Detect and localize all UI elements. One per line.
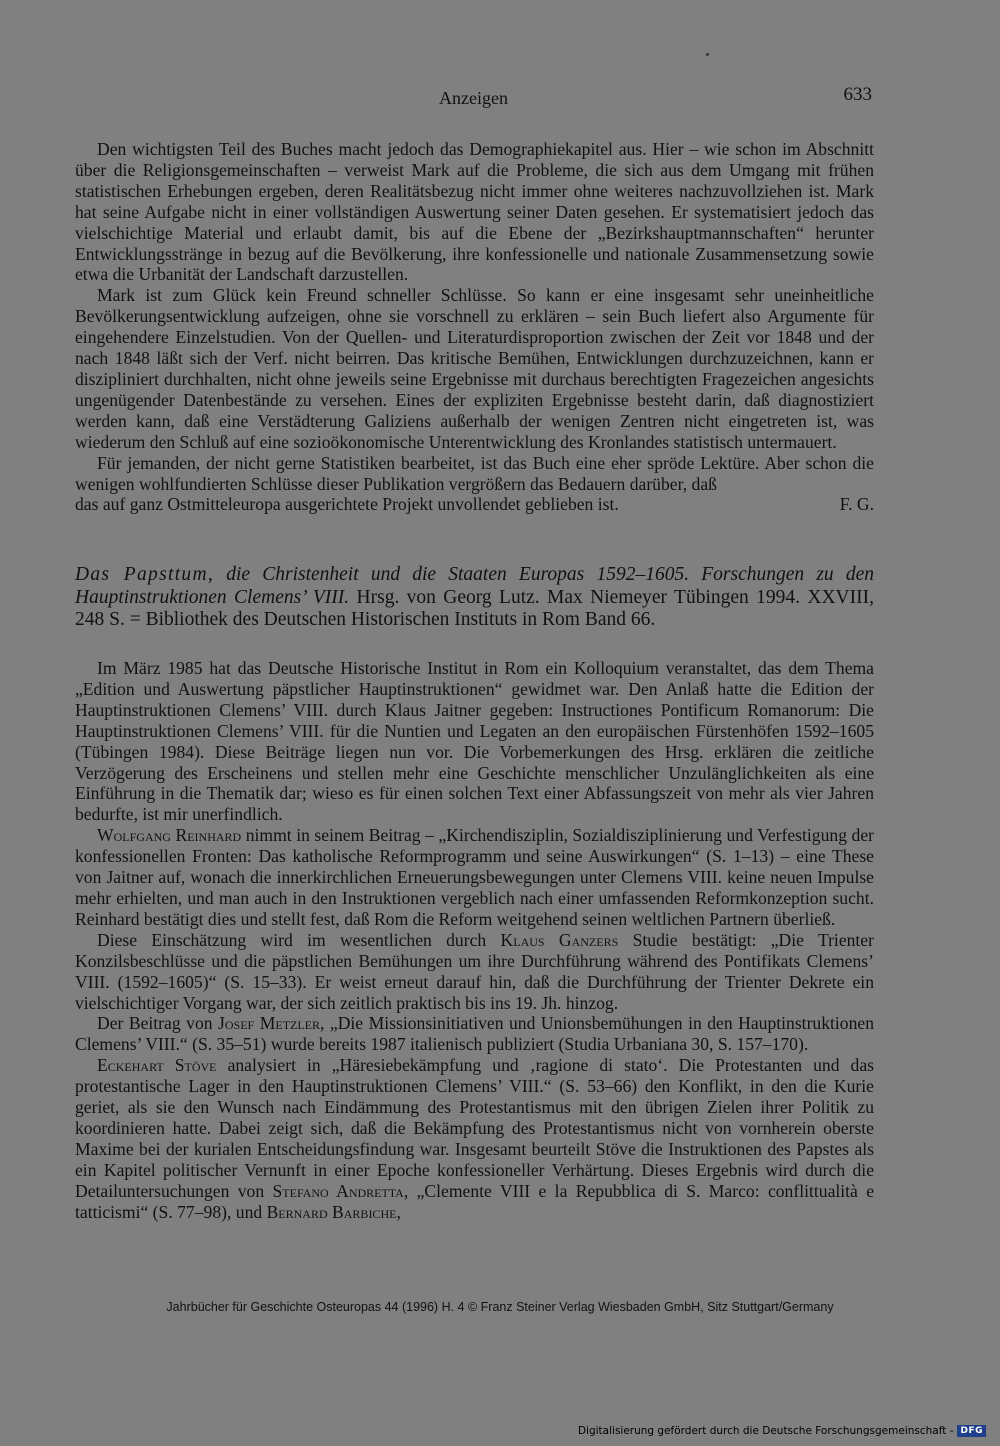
author-name: Wolfgang Reinhard (97, 825, 242, 846)
paragraph-text: nimmt in seinem Beitrag – „Kirchendisziplin, Sozialdisziplinierung und Verfestigung der konfessionellen Fronten: Das katholische Reformprogramm und seine Auswirkungen“ (S. 1–13) – eine These von Jaitner auf, wonach die innerkirchlichen Erneuerungsbewegungen unter Clemens VIII. keine neuen Impulse mehr erhielten, und man auch in den Instruktionen vergeblich nach einer umfassenden Reformkonzeption sucht. Reinhard bestätigt dies und stellt fest, daß Rom die Reform weitgehend seinen weltlichen Partnern überließ. (75, 825, 874, 929)
author-name: Josef Metzler (218, 1013, 321, 1034)
running-head-title: Anzeigen (439, 88, 508, 108)
review-1-closing-line (75, 494, 874, 515)
paragraph-text: Diese Einschätzung wird im wesentlichen durch (97, 929, 501, 950)
author-name: Eckehart Stöve (97, 1055, 217, 1076)
author-name: Klaus Ganzers (500, 929, 619, 950)
paragraph-text: Der Beitrag von (97, 1013, 219, 1034)
review-2-paragraph (75, 1055, 874, 1222)
review-1-paragraph: Den wichtigsten Teil des Buches macht jedoch das Demographiekapitel aus. Hier – wie schon im Abschnitt über die Religionsgemeinschaften – verweist Mark auf die Probleme, die sich aus dem Umgang mit frühen statistischen Erhebungen ergeben, deren Realitätsbezug nicht immer ohne weiteres nachzuvollziehen ist. Mark hat seine Aufgabe nicht in einer vollständigen Auswertung seiner Daten gesehen. Er systematisiert jedoch das vielschichtige Material und erlaubt damit, bis auf die Ebene der „Bezirkshauptmannschaften“ herunter Entwicklungsstränge in bezug auf die Bevölkerung, ihre konfessionelle und nationale Zusammensetzung sowie etwa die Urbanität der Landschaft darzustellen. (75, 139, 874, 285)
review-2-paragraph (75, 1013, 874, 1055)
journal-footer: Jahrbücher für Geschichte Osteuropas 44 (1996) H. 4 © Franz Steiner Verlag Wiesbaden GmbH, Sitz Stuttgart/Germany (166, 1300, 834, 1314)
paragraph-text: , „Clemente VIII e la Repubblica di S. Marco: conflittualità e tatticismi“ (S. 77–98), und (75, 1180, 875, 1222)
reviewer-signature: F. G. (839, 494, 874, 515)
review-1-paragraph: Für jemanden, der nicht gerne Statistiken bearbeitet, ist das Buch eine eher spröde Lektüre. Aber schon die wenigen wohlfundierten Schlüsse dieser Publikation vergrößern das Bedauern darüber, daß (75, 452, 874, 494)
review-2-paragraph (75, 930, 874, 1014)
review-2-paragraph (75, 825, 874, 930)
review-2-heading (75, 564, 874, 632)
page-number: 633 (843, 84, 872, 105)
author-name: Bernard Barbiche (266, 1201, 397, 1222)
author-name: Stefano Andretta (272, 1180, 404, 1201)
running-head (75, 84, 872, 114)
review-1-last-line: das auf ganz Ostmitteleuropa ausgerichtete Projekt unvollendet geblieben ist. (75, 494, 619, 515)
speck (706, 53, 709, 56)
dfg-funding-bar (578, 1423, 986, 1439)
book-title: die Christenheit und die Staaten Europas 1592–1605. Forschungen zu den Hauptinstruktionen Clemens’ VIII. (75, 564, 874, 608)
paragraph-text: Studie bestätigt: „Die Trienter Konzilsbeschlüsse und die päpstlichen Bemühungen um ihre Durchführung während des Pontifikats Clemens’ VIII. (1592–1605)“ (S. 15–33). Er weist erneut darauf hin, daß die Durchführung der Trienter Dekrete ein vielschichtiger Vorgang war, der sich zeitlich praktisch bis ins 19. Jh. hinzog. (75, 929, 874, 1013)
paragraph-text: analysiert in „Häresiebekämpfung und ‚ragione di stato‘. Die Protestanten und das protestantische Lager in den Hauptinstruktionen Clemens’ VIII.“ (S. 53–66) den Konflikt, in den die Kurie geriet, als sie den Wunsch nach Eindämmung des Protestantismus mit den übrigen Zielen ihrer Politik zu koordinieren hatte. Dabei zeigt sich, daß die Bekämpfung des Protestantismus nicht von vornherein oberste Maxime bei der kurialen Entscheidungsfindung war. Insgesamt beurteilt Stöve die Instruktionen des Papstes als ein Kapitel politischer Vernunft in einer Epoche konfessioneller Verhärtung. Dieses Ergebnis wird durch die Detailuntersuchungen von (75, 1055, 874, 1201)
book-bibliography: Hrsg. von Georg Lutz. Max Niemeyer Tübingen 1994. XXVIII, 248 S. = Bibliothek des Deutschen Historischen Instituts in Rom Band 66. (75, 586, 874, 631)
review-2-paragraph: Im März 1985 hat das Deutsche Historische Institut in Rom ein Kolloquium veranstaltet, das dem Thema „Edition und Auswertung päpstlicher Hauptinstruktionen“ gewidmet war. Den Anlaß hatte die Edition der Hauptinstruktionen Clemens’ VIII. durch Klaus Jaitner gegeben: Instructiones Pontificum Romanorum: Die Hauptinstruktionen Clemens’ VIII. für die Nuntien und Legaten an den europäischen Fürstenhöfen 1592–1605 (Tübingen 1984). Diese Beiträge liegen nun vor. Die Vorbemerkungen des Hrsg. erklären die zeitliche Verzögerung des Erscheinens und stellen mehr eine Geschichte menschlicher Unzulänglichkeiten als eine Einführung in die Thematik dar; wieso es für einen solchen Text einer Abfassungszeit von mehr als vier Jahren bedurfte, ist mir unerfindlich. (75, 658, 874, 825)
dfg-funding-text: Digitalisierung gefördert durch die Deutsche Forschungsgemeinschaft - (577, 1425, 954, 1437)
dfg-logo: DFG (957, 1425, 986, 1437)
paragraph-text: , „Die Missionsinitiativen und Unionsbemühungen in den Hauptinstruktionen Clemens’ VIII.“ (S. 35–51) wurde bereits 1987 italienisch publiziert (Studia Urbaniana 30, S. 157–170). (75, 1013, 874, 1055)
review-1-body (75, 139, 874, 515)
review-1-paragraph: Mark ist zum Glück kein Freund schneller Schlüsse. So kann er eine insgesamt sehr uneinheitliche Bevölkerungsentwicklung aufzeigen, ohne sie vorschnell zu erklären – sein Buch liefert also Argumente für eingehendere Einzelstudien. Von der Quellen- und Literaturdisproportion zwischen der Zeit vor 1848 und der nach 1848 läßt sich der Verf. nicht beirren. Das kritische Bemühen, Entwicklungen durchzuzeichnen, kann er diszipliniert durchhalten, nicht ohne jeweils seine Ergebnisse mit durchaus berechtigten Fragezeichen angesichts ungenügender Datenbestände zu versehen. Eines der expliziten Ergebnisse besteht darin, daß diagnostiziert werden kann, daß eine Verstädterung Galiziens außerhalb der wenigen Zentren nicht eingetreten ist, was wiederum den Schluß auf eine sozioökonomische Unterentwicklung des Kronlandes statistisch untermauert. (75, 285, 874, 452)
review-2-body (75, 658, 874, 1222)
book-title-spaced: Das Papsttum, (75, 564, 215, 585)
paragraph-text: , (396, 1201, 401, 1222)
